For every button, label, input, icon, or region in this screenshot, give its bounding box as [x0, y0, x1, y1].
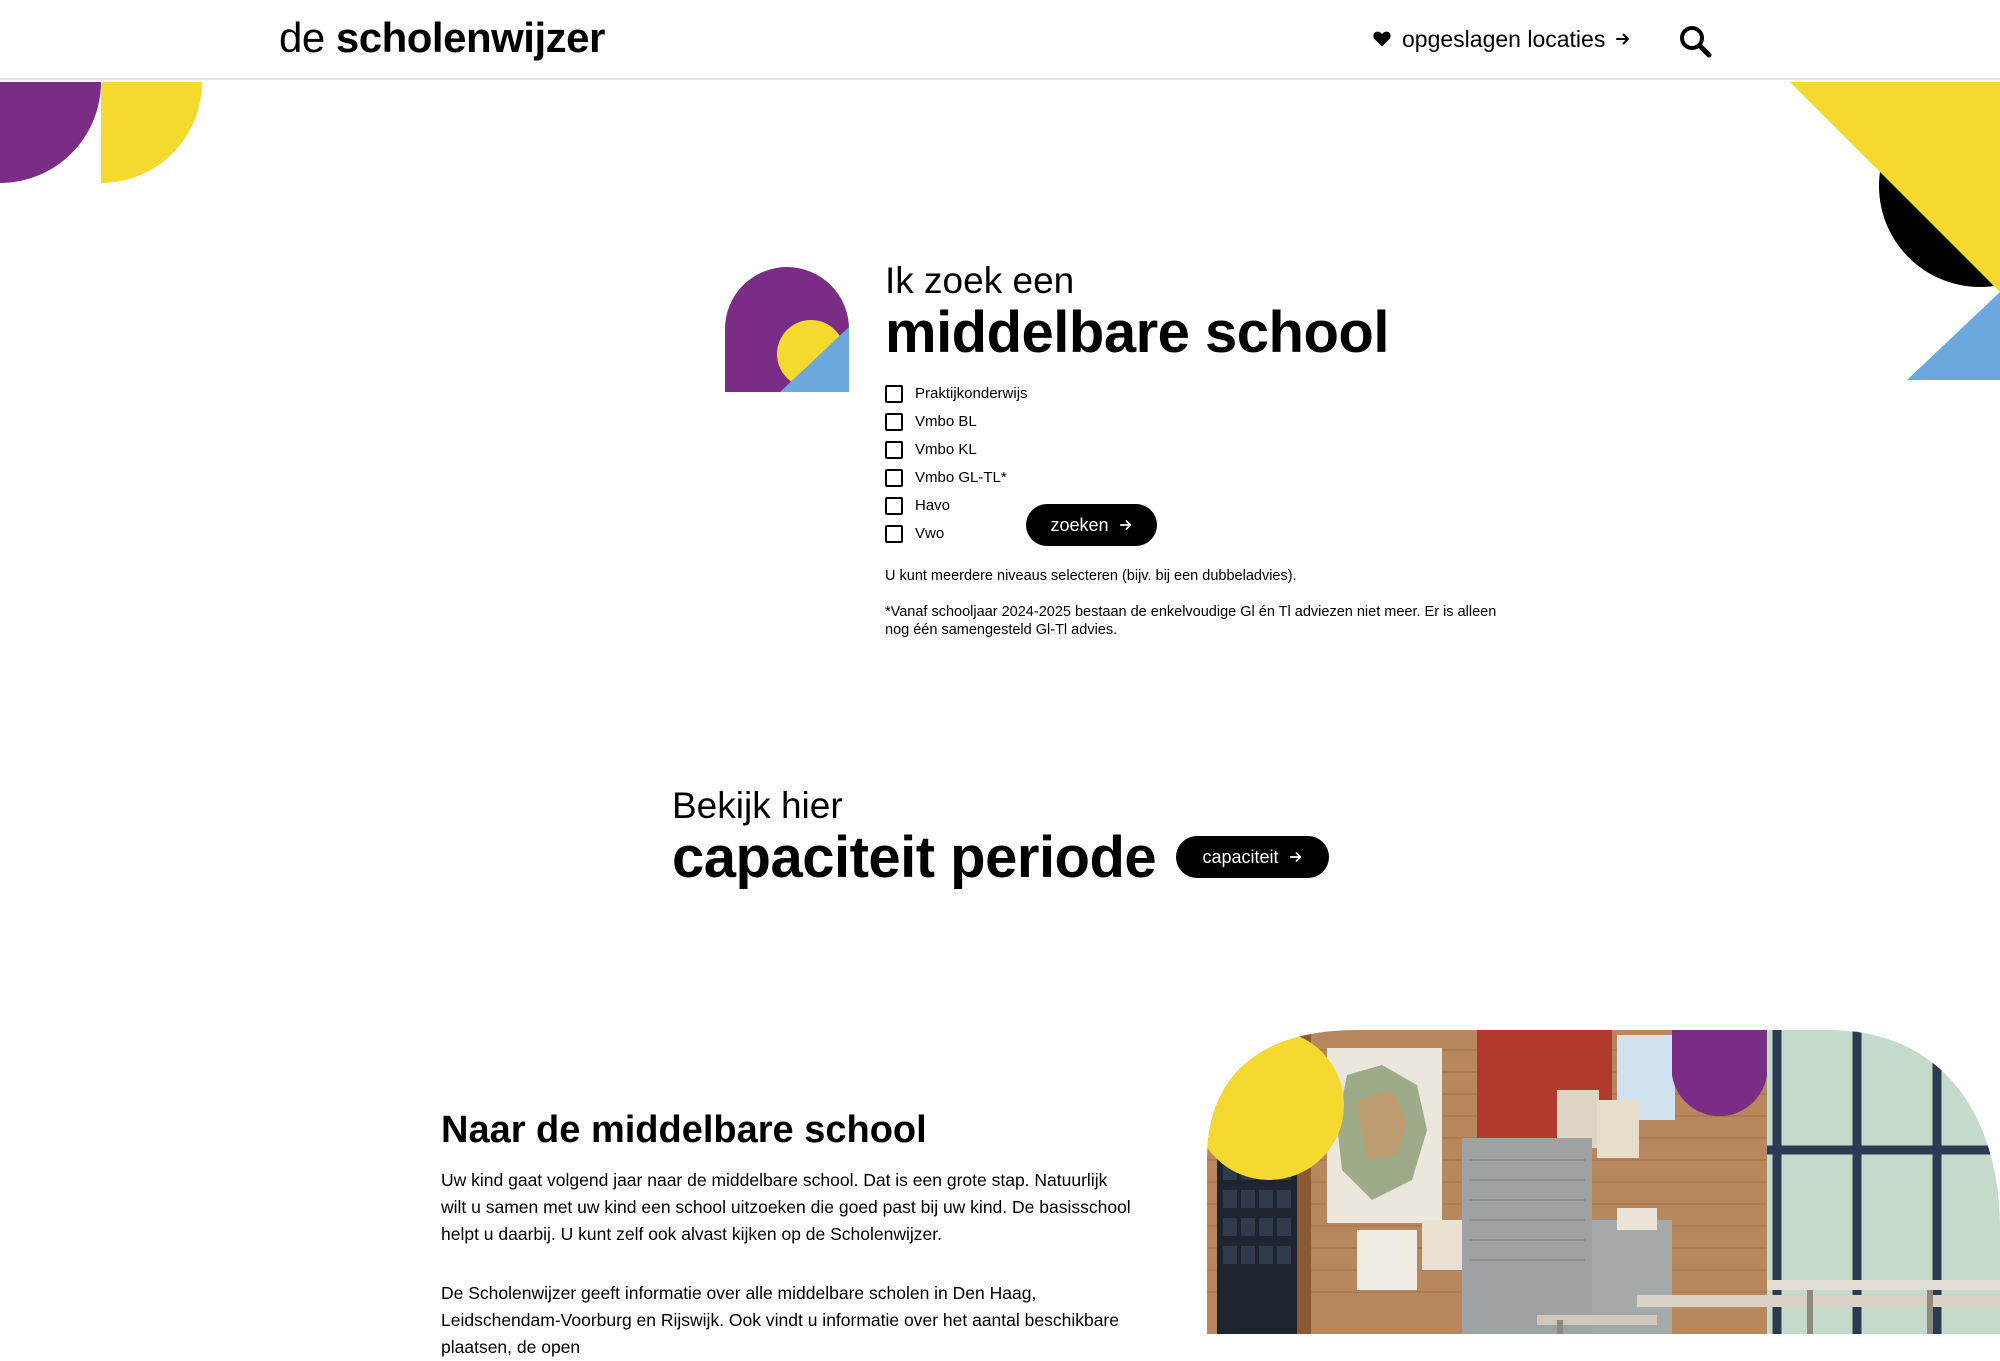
capacity-subtitle: Bekijk hier: [672, 785, 843, 826]
search-button[interactable]: [1026, 504, 1157, 546]
classroom-photo: [1207, 1030, 2000, 1334]
level-label: Vmbo GL-TL*: [915, 469, 1007, 486]
site-logo[interactable]: [279, 14, 605, 62]
level-option-vwo[interactable]: [885, 520, 1028, 548]
search-subtitle: Ik zoek een: [885, 260, 1075, 301]
logo-prefix: de: [279, 14, 325, 61]
site-header: [0, 0, 2000, 80]
level-label: Havo: [915, 497, 951, 514]
arrow-right-icon: [1289, 850, 1303, 864]
saved-locations-label: opgeslagen locaties: [1402, 26, 1606, 52]
yellow-quarter-shape: [101, 82, 202, 183]
gl-tl-footnote: *Vanaf schooljaar 2024-2025 bestaan de enkelvoudige Gl én Tl adviezen niet meer. Er is alleen nog één samengesteld Gl-Tl advies.: [885, 604, 1497, 638]
capacity-button-label: capaciteit: [1202, 846, 1279, 867]
yellow-triangle-shape: [1790, 82, 2000, 292]
level-option-vmbo-kl[interactable]: [885, 436, 1028, 464]
decoration-top-right: [1790, 82, 2000, 382]
classroom-photo-illustration: [1207, 1030, 2000, 1334]
decoration-top-left: [0, 82, 202, 184]
heart-icon: [1372, 29, 1392, 49]
search-icon[interactable]: [1678, 24, 1712, 58]
saved-locations-link[interactable]: [1372, 22, 1631, 56]
checkbox[interactable]: [885, 525, 903, 543]
search-button-label: zoeken: [1050, 514, 1109, 535]
info-paragraph: De Scholenwijzer geeft informatie over alle middelbare scholen in Den Haag, Leidschendam-Voorburg en Rijswijk. Ook vindt u informatie over het aantal beschikbare plaatsen, de open: [441, 1283, 1119, 1357]
capacity-title: capaciteit periode: [672, 825, 1157, 890]
checkbox[interactable]: [885, 385, 903, 403]
info-title: Naar de middelbare school: [441, 1109, 927, 1151]
school-arch-icon: [725, 267, 849, 392]
multi-select-note: U kunt meerdere niveaus selecteren (bijv. bij een dubbeladvies).: [885, 568, 1297, 584]
level-label: Praktijkonderwijs: [915, 385, 1028, 402]
level-label: Vmbo KL: [915, 441, 977, 458]
level-label: Vmbo BL: [915, 413, 977, 430]
level-option-vmbo-bl[interactable]: [885, 408, 1028, 436]
search-title: middelbare school: [885, 300, 1389, 365]
info-paragraph: Uw kind gaat volgend jaar naar de middelbare school. Dat is een grote stap. Natuurlijk wilt u samen met uw kind een school uitzoeken die goed past bij uw kind. De basisschool helpt u daarbij. U kunt zelf ook alvast kijken op de Scholenwijzer.: [441, 1170, 1131, 1244]
arrow-right-icon: [1615, 31, 1631, 47]
checkbox[interactable]: [885, 497, 903, 515]
checkbox[interactable]: [885, 441, 903, 459]
logo-name: scholenwijzer: [335, 14, 605, 61]
checkbox[interactable]: [885, 469, 903, 487]
level-checkbox-list: [885, 380, 1028, 548]
capacity-button[interactable]: [1176, 836, 1329, 878]
purple-quarter-shape: [0, 82, 101, 183]
arrow-right-icon: [1119, 518, 1133, 532]
blue-triangle-shape: [1907, 292, 2000, 380]
checkbox[interactable]: [885, 413, 903, 431]
level-option-praktijkonderwijs[interactable]: [885, 380, 1028, 408]
level-option-vmbo-gl-tl[interactable]: [885, 464, 1028, 492]
level-label: Vwo: [915, 525, 945, 542]
level-option-havo[interactable]: [885, 492, 1028, 520]
